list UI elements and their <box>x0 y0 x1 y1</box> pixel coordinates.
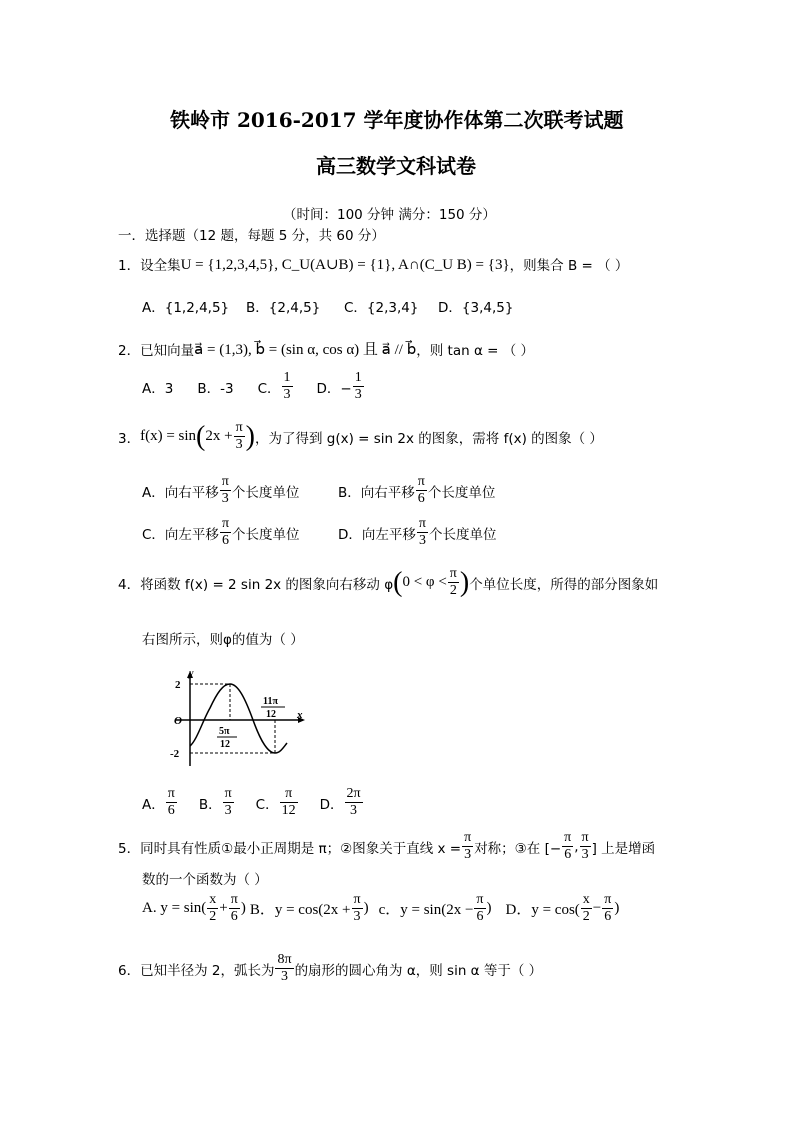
q4-fraction: $\frac{\pi}{2}$ <box>449 566 457 598</box>
question-3 <box>118 420 603 453</box>
q1-option-b: B．{2,4,5} <box>246 300 321 316</box>
q1-number: 1． <box>118 258 141 274</box>
q3-option-b: B．向右平移 $\frac{\pi}{6}$ 个长度单位 <box>338 474 496 506</box>
q2-text: 已知向量 <box>140 342 195 359</box>
q3-option-d: D．向左平移 $\frac{\pi}{3}$ 个长度单位 <box>338 516 497 548</box>
exam-subtitle: 高三数学文科试卷 <box>316 154 476 178</box>
q5-number: 5． <box>118 840 141 857</box>
q2-option-c: C． <box>257 380 281 397</box>
q3-inner: 2x + <box>205 428 233 444</box>
q4-text1: 将函数 f(x) = 2 sin 2x 的图象向右移动 φ <box>140 576 394 593</box>
q5-option-c: c．y = sin(2x − <box>378 902 474 918</box>
graph-frac2-num: 11π <box>263 696 278 707</box>
graph-x-label: x <box>297 709 303 721</box>
question-2 <box>118 338 534 359</box>
q3-paren-open: ( <box>196 420 206 452</box>
q3-option-c: C．向左平移 $\frac{\pi}{6}$ 个长度单位 <box>142 516 300 548</box>
graph-max-label: 2 <box>175 679 181 691</box>
graph-frac1-den: 12 <box>220 739 230 750</box>
q5-text1: 同时具有性质①最小正周期是 π；②图象关于直线 x = <box>140 840 462 857</box>
graph-min-label: -2 <box>170 748 180 760</box>
q4-sine-graph <box>165 668 315 768</box>
q5-option-d: D．y = cos( <box>505 902 580 918</box>
q4-option-c: C． <box>255 796 279 813</box>
q5-option-b: B．y = cos(2x + <box>249 902 351 918</box>
q1-tail: ，则集合 B = （ ） <box>509 258 629 274</box>
q4-option-d: D． <box>319 796 344 813</box>
q2-option-d: D．− <box>316 380 352 397</box>
q4-options: A． $\frac{\pi}{6}$ B． $\frac{\pi}{3}$ C． $\frac{\pi}{12}$ D． $\frac{2\pi}{3}$ <box>142 786 361 818</box>
q4-text2: 个单位长度，所得的部分图象如 <box>469 576 659 593</box>
q3-mid: ，为了得到 g(x) = sin 2x 的图象，需将 f(x) 的图象（ ） <box>255 430 603 447</box>
graph-origin-label: O <box>174 715 182 727</box>
q6-text2: 的扇形的圆心角为 α，则 sin α 等于（ ） <box>294 962 543 979</box>
section-heading: 一．选择题（12 题，每题 5 分，共 60 分） <box>118 228 385 244</box>
question-1 <box>118 254 628 274</box>
q5-option-a: A. y = sin( <box>142 900 207 916</box>
q3-number: 3． <box>118 430 141 447</box>
q3-option-a: A．向右平移 $\frac{\pi}{3}$ 个长度单位 <box>142 474 300 506</box>
q6-number: 6． <box>118 962 141 979</box>
q2-option-b: B．-3 <box>197 380 234 397</box>
q2-math: a⃗ = (1,3), b⃗ = (sin α, cos α) 且 a⃗ // b⃗ <box>194 342 417 358</box>
q1-option-d: D．{3,4,5} <box>438 300 514 316</box>
graph-frac1-num: 5π <box>219 726 230 737</box>
q4-option-b: B． <box>198 796 222 813</box>
q1-math: U = {1,2,3,4,5}, C_U(A∪B) = {1}, A∩(C_U B) = {3} <box>180 256 510 273</box>
q4-line2: 右图所示，则φ的值为（ ） <box>142 632 304 648</box>
q2-number: 2． <box>118 342 141 359</box>
q2-tail: ，则 tan α = （ ） <box>416 342 535 359</box>
q1-text: 设全集 <box>140 258 181 274</box>
q1-option-c: C．{2,3,4} <box>344 300 419 316</box>
graph-frac2-den: 12 <box>266 709 276 720</box>
question-6: 6． 已知半径为 2，弧长为 $\frac{8\pi}{3}$ 的扇形的圆心角为 α，则 sin α 等于（ ） <box>118 952 543 984</box>
q4-option-a: A． <box>142 796 165 813</box>
q3-f: f(x) = sin <box>140 428 197 444</box>
q2-option-a: A．3 <box>142 380 174 397</box>
q3-paren-close: ) <box>245 420 255 452</box>
q5-line2: 数的一个函数为（ ） <box>142 872 268 888</box>
q4-number: 4． <box>118 576 141 593</box>
q5-text2: 对称；③在 [− <box>474 840 562 857</box>
question-5: 5． 同时具有性质①最小正周期是 π；②图象关于直线 x = $\frac{\pi}{3}$ 对称；③在 [− $\frac{\pi}{6}$ , $\frac{\pi}{3}$ ] 上是增函 <box>118 830 656 862</box>
q5-text3: ] 上是增函 <box>591 840 656 857</box>
q2-option-d-fraction: $\frac{1}{3}$ <box>354 370 362 402</box>
question-4: 4． 将函数 f(x) = 2 sin 2x 的图象向右移动 φ ( 0 < φ < $\frac{\pi}{2}$ ) 个单位长度，所得的部分图象如 <box>118 566 659 598</box>
exam-title: 铁岭市 2016-2017 学年度协作体第二次联考试题 <box>170 108 624 132</box>
q6-text1: 已知半径为 2，弧长为 <box>140 962 275 979</box>
q1-option-a: A．{1,2,4,5} <box>142 300 230 316</box>
q2-option-c-fraction: $\frac{1}{3}$ <box>283 370 291 402</box>
time-info: （时间：100 分钟 满分：150 分） <box>283 207 496 223</box>
q3-fraction: $\frac{\pi}{3}$ <box>235 420 243 452</box>
q2-options <box>142 370 365 403</box>
graph-y-label: y <box>189 668 194 679</box>
q5-options: A. y = sin( $\frac{x}{2}$ + $\frac{\pi}{6}$ ) B．y = cos(2x + $\frac{\pi}{3}$ ) c．y = sin(2x − $\frac{\pi}{6}$ ) D．y = cos( $\frac{x}{2}$ − $\frac{\pi}{6}$ ) <box>142 892 620 924</box>
q4-cond: 0 < φ < <box>402 574 447 590</box>
